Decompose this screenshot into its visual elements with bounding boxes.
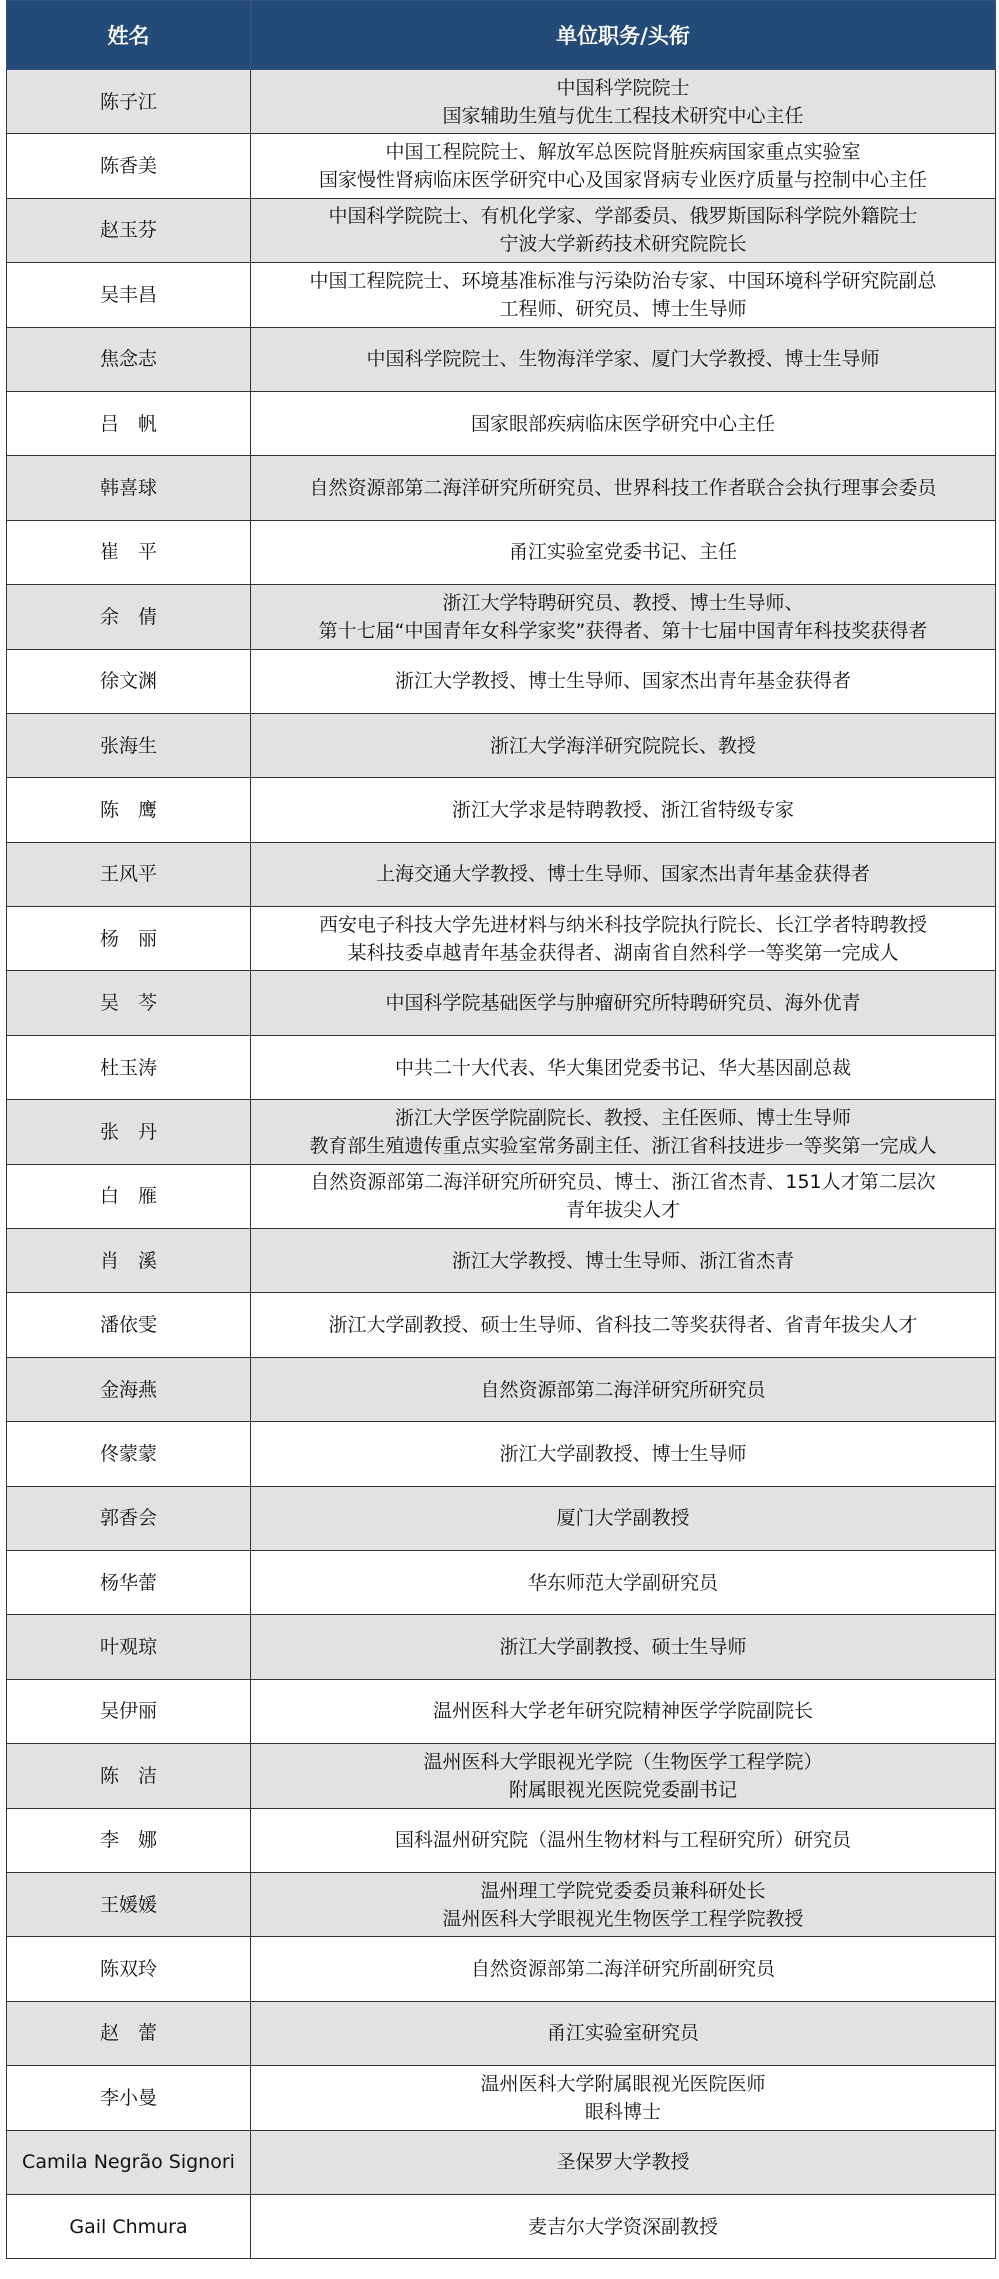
- person-title: [251, 198, 996, 262]
- table-row: [7, 456, 996, 520]
- title-line: 浙江大学教授、博士生导师、国家杰出青年基金获得者: [394, 670, 851, 693]
- table-row: [7, 327, 996, 391]
- person-name: 潘依雯: [7, 1293, 251, 1357]
- title-line: 自然资源部第二海洋研究所研究员、世界科技工作者联合会执行理事会委员: [309, 477, 937, 500]
- title-line: 自然资源部第二海洋研究所副研究员: [470, 1958, 775, 1981]
- title-line: 浙江大学教授、博士生导师、浙江省杰青: [451, 1249, 794, 1272]
- person-name: 吴伊丽: [7, 1679, 251, 1743]
- person-title: [251, 2066, 996, 2130]
- table-row: [7, 1937, 996, 2001]
- table-row: [7, 2066, 996, 2130]
- title-line: 中国科学院基础医学与肿瘤研究所特聘研究员、海外优青: [385, 992, 861, 1015]
- table-row: [7, 842, 996, 906]
- table-row: [7, 971, 996, 1035]
- person-title: [251, 585, 996, 649]
- person-name: 吕 帆: [7, 391, 251, 455]
- person-title: [251, 2130, 996, 2194]
- person-name: 杨 丽: [7, 907, 251, 971]
- person-title: [251, 263, 996, 327]
- table-row: [7, 2001, 996, 2065]
- title-line: 国家眼部疾病临床医学研究中心主任: [470, 412, 775, 435]
- title-line: 国科温州研究院（温州生物材料与工程研究所）研究员: [394, 1829, 851, 1852]
- table-row: [7, 1615, 996, 1679]
- title-line: 西安电子科技大学先进材料与纳米科技学院执行院长、长江学者特聘教授: [318, 913, 927, 936]
- person-name: 李 娜: [7, 1808, 251, 1872]
- table-row: [7, 134, 996, 198]
- person-title: [251, 520, 996, 584]
- person-name: 赵 蕾: [7, 2001, 251, 2065]
- title-line: 温州医科大学老年研究院精神医学学院副院长: [432, 1700, 813, 1723]
- title-line: 中国工程院院士、解放军总医院肾脏疾病国家重点实验室: [385, 141, 861, 164]
- person-title: [251, 2001, 996, 2065]
- person-name: 郭香会: [7, 1486, 251, 1550]
- title-line: 浙江大学医学院副院长、教授、主任医师、博士生导师: [394, 1106, 851, 1129]
- person-name: Camila Negrão Signori: [7, 2130, 251, 2194]
- person-title: [251, 842, 996, 906]
- table-row: [7, 585, 996, 649]
- table-row: [7, 1229, 996, 1293]
- person-title: [251, 713, 996, 777]
- title-line: 宁波大学新药技术研究院院长: [499, 233, 747, 256]
- title-line: 眼科博士: [584, 2100, 661, 2123]
- title-line: 第十七届“中国青年女科学家奖”获得者、第十七届中国青年科技奖获得者: [318, 619, 928, 642]
- role-column-header: 单位职务/头衔: [251, 1, 996, 70]
- table-row: [7, 1293, 996, 1357]
- title-line: 上海交通大学教授、博士生导师、国家杰出青年基金获得者: [375, 863, 870, 886]
- title-line: 浙江大学副教授、硕士生导师: [499, 1636, 747, 1659]
- person-name: 李小曼: [7, 2066, 251, 2130]
- title-line: 附属眼视光医院党委副书记: [508, 1778, 737, 1801]
- person-title: [251, 1615, 996, 1679]
- table-row: [7, 649, 996, 713]
- person-name: 金海燕: [7, 1357, 251, 1421]
- person-name: 陈双玲: [7, 1937, 251, 2001]
- person-title: [251, 1293, 996, 1357]
- title-line: 中国科学院院士、生物海洋学家、厦门大学教授、博士生导师: [366, 348, 880, 371]
- table-row: [7, 1164, 996, 1228]
- person-name: 杨华蕾: [7, 1550, 251, 1614]
- person-name: 陈香美: [7, 134, 251, 198]
- title-line: 温州理工学院党委委员兼科研处长: [480, 1879, 766, 1902]
- person-name: 肖 溪: [7, 1229, 251, 1293]
- title-line: 中国工程院院士、环境基准标准与污染防治专家、中国环境科学研究院副总: [309, 269, 937, 292]
- person-title: [251, 1229, 996, 1293]
- person-name: 崔 平: [7, 520, 251, 584]
- person-name: 王媛媛: [7, 1872, 251, 1936]
- person-name: 陈子江: [7, 70, 251, 134]
- title-line: 工程师、研究员、博士生导师: [499, 297, 747, 320]
- person-name: 焦念志: [7, 327, 251, 391]
- table-row: [7, 1550, 996, 1614]
- person-title: [251, 1679, 996, 1743]
- person-title: [251, 1100, 996, 1164]
- title-line: 浙江大学特聘研究员、教授、博士生导师、: [442, 591, 804, 614]
- person-title: [251, 1422, 996, 1486]
- person-title: [251, 1808, 996, 1872]
- title-line: 浙江大学副教授、硕士生导师、省科技二等奖获得者、省青年拔尖人才: [328, 1314, 918, 1337]
- title-line: 浙江大学求是特聘教授、浙江省特级专家: [451, 798, 794, 821]
- table-row: [7, 263, 996, 327]
- table-row: [7, 1486, 996, 1550]
- table-row: [7, 391, 996, 455]
- table-row: [7, 1872, 996, 1936]
- title-line: 浙江大学海洋研究院院长、教授: [489, 734, 756, 757]
- title-line: 中国科学院院士: [556, 76, 690, 99]
- person-title: [251, 134, 996, 198]
- person-name: 张海生: [7, 713, 251, 777]
- title-line: 青年拔尖人才: [565, 1199, 680, 1222]
- table-header-row: [7, 1, 996, 70]
- title-line: 温州医科大学眼视光生物医学工程学院教授: [442, 1907, 804, 1930]
- table-row: [7, 1357, 996, 1421]
- person-title: [251, 70, 996, 134]
- name-column-header: 姓名: [7, 1, 251, 70]
- title-line: 温州医科大学眼视光学院（生物医学工程学院）: [423, 1750, 823, 1773]
- title-line: 麦吉尔大学资深副教授: [527, 2215, 718, 2238]
- person-title: [251, 907, 996, 971]
- table-row: [7, 907, 996, 971]
- table-row: [7, 1808, 996, 1872]
- person-name: 陈 鹰: [7, 778, 251, 842]
- title-line: 甬江实验室党委书记、主任: [508, 541, 737, 564]
- title-line: 国家辅助生殖与优生工程技术研究中心主任: [442, 104, 804, 127]
- person-title: [251, 1937, 996, 2001]
- person-title: [251, 971, 996, 1035]
- table-row: [7, 713, 996, 777]
- person-name: 杜玉涛: [7, 1035, 251, 1099]
- table-row: [7, 1744, 996, 1808]
- title-line: 圣保罗大学教授: [556, 2151, 690, 2174]
- person-name: 白 雁: [7, 1164, 251, 1228]
- title-line: 浙江大学副教授、博士生导师: [499, 1442, 747, 1465]
- table-row: [7, 1679, 996, 1743]
- title-line: 自然资源部第二海洋研究所研究员、博士、浙江省杰青、151人才第二层次: [310, 1171, 936, 1194]
- person-name: Gail Chmura: [7, 2194, 251, 2258]
- table-row: [7, 2130, 996, 2194]
- person-name: 张 丹: [7, 1100, 251, 1164]
- person-name: 徐文渊: [7, 649, 251, 713]
- table-row: [7, 1035, 996, 1099]
- person-title: [251, 327, 996, 391]
- title-line: 中国科学院院士、有机化学家、学部委员、俄罗斯国际科学院外籍院士: [328, 205, 918, 228]
- person-name: 佟蒙蒙: [7, 1422, 251, 1486]
- table-row: [7, 778, 996, 842]
- person-title: [251, 1550, 996, 1614]
- person-title: [251, 1872, 996, 1936]
- person-title: [251, 1035, 996, 1099]
- table-row: [7, 1422, 996, 1486]
- title-line: 中共二十大代表、华大集团党委书记、华大基因副总裁: [394, 1056, 851, 1079]
- person-name: 韩喜球: [7, 456, 251, 520]
- person-title: [251, 778, 996, 842]
- person-name: 余 倩: [7, 585, 251, 649]
- title-line: 华东师范大学副研究员: [527, 1571, 718, 1594]
- person-title: [251, 1744, 996, 1808]
- person-name: 赵玉芬: [7, 198, 251, 262]
- person-title: [251, 2194, 996, 2258]
- person-title: [251, 1164, 996, 1228]
- title-line: 教育部生殖遗传重点实验室常务副主任、浙江省科技进步一等奖第一完成人: [309, 1134, 937, 1157]
- table-row: [7, 70, 996, 134]
- person-name: 王风平: [7, 842, 251, 906]
- person-title: [251, 456, 996, 520]
- person-name: 陈 洁: [7, 1744, 251, 1808]
- title-line: 甬江实验室研究员: [546, 2022, 699, 2045]
- person-title: [251, 1357, 996, 1421]
- table-row: [7, 520, 996, 584]
- person-title: [251, 391, 996, 455]
- person-title: [251, 649, 996, 713]
- person-title: [251, 1486, 996, 1550]
- person-name: 吴 芩: [7, 971, 251, 1035]
- table-row: [7, 1100, 996, 1164]
- table-row: [7, 2194, 996, 2258]
- table-row: [7, 198, 996, 262]
- person-name: 吴丰昌: [7, 263, 251, 327]
- title-line: 自然资源部第二海洋研究所研究员: [480, 1378, 766, 1401]
- speaker-table: [6, 0, 996, 2259]
- title-line: 某科技委卓越青年基金获得者、湖南省自然科学一等奖第一完成人: [347, 941, 899, 964]
- title-line: 温州医科大学附属眼视光医院医师: [480, 2072, 766, 2095]
- person-name: 叶观琼: [7, 1615, 251, 1679]
- title-line: 厦门大学副教授: [556, 1507, 690, 1530]
- title-line: 国家慢性肾病临床医学研究中心及国家肾病专业医疗质量与控制中心主任: [318, 169, 927, 192]
